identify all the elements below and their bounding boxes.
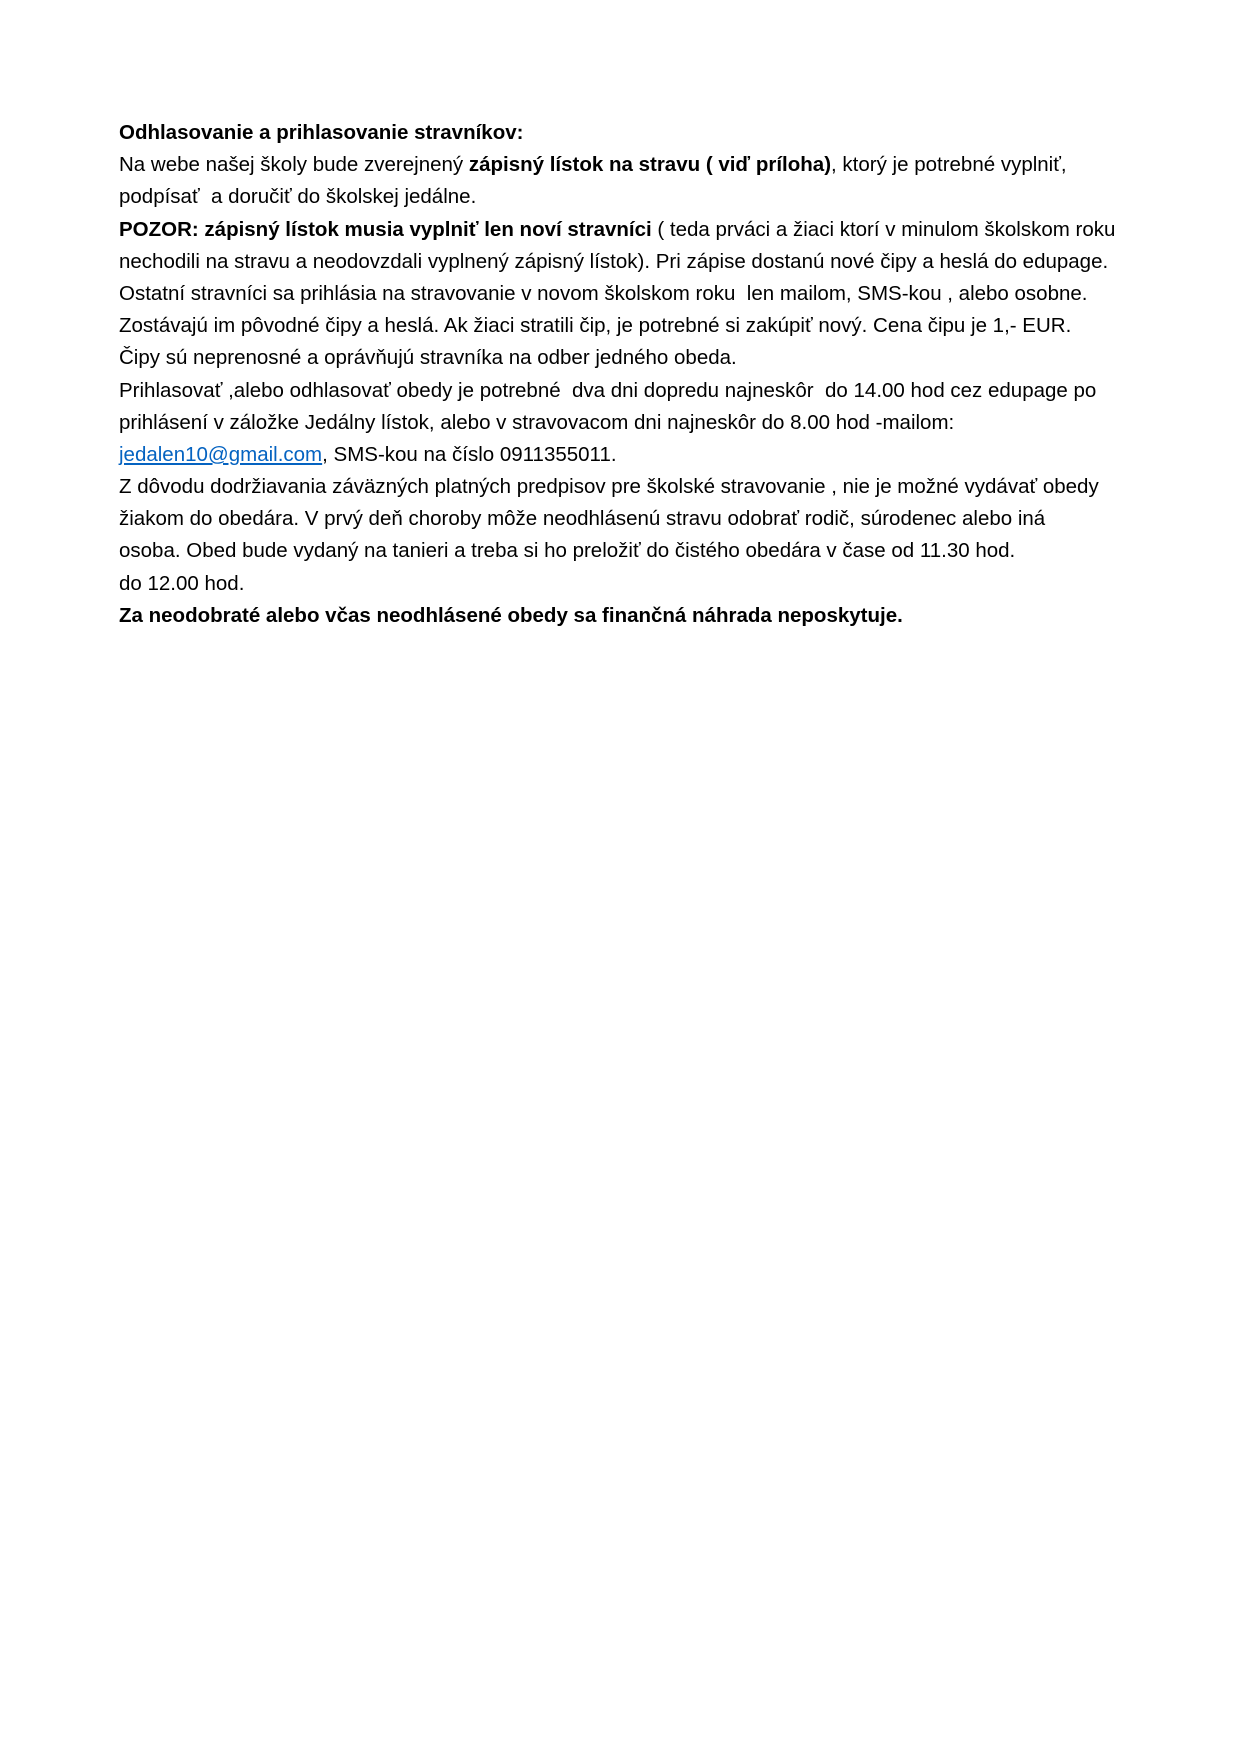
email-link[interactable]: jedalen10@gmail.com (119, 442, 323, 466)
paragraph-line (119, 149, 1129, 181)
bold-text: zápisný lístok na stravu ( viď príloha) (468, 153, 832, 177)
paragraph-line: Ostatní stravníci sa prihlásia na stravovanie v novom školskom roku len mailom, SMS-kou , alebo osobne. (119, 281, 1088, 305)
paragraph-line: Prihlasovať ,alebo odhlasovať obedy je potrebné dva dni dopredu najneskôr do 14.00 hod cez edupage po (119, 378, 1097, 402)
text-span: ( teda prváci a žiaci ktorí v minulom školskom roku (651, 217, 1116, 241)
document-body (119, 117, 1129, 632)
paragraph-line (119, 439, 1129, 471)
closing-statement: Za neodobraté alebo včas neodhlásené obedy sa finančná náhrada neposkytuje. (119, 603, 903, 627)
paragraph-line: nechodili na stravu a neodovzdali vyplnený zápisný lístok). Pri zápise dostanú nové čipy a heslá do edupage. (119, 249, 1109, 273)
paragraph-line: do 12.00 hod. (119, 571, 245, 595)
paragraph-line: Z dôvodu dodržiavania záväzných platných predpisov pre školské stravovanie , nie je možné vydávať obedy (119, 475, 1099, 499)
document-heading: Odhlasovanie a prihlasovanie stravníkov: (119, 121, 524, 144)
text-span: , ktorý je potrebné vyplniť, (831, 153, 1067, 177)
paragraph-line: žiakom do obedára. V prvý deň choroby môže neodhlásenú stravu odobrať rodič, súrodenec alebo iná (119, 507, 1046, 531)
paragraph-line: Zostávajú im pôvodné čipy a heslá. Ak žiaci stratili čip, je potrebné si zakúpiť nový. Cena čipu je 1,- EUR. (119, 314, 1072, 338)
text-span: Na webe našej školy bude zverejnený (119, 153, 469, 177)
paragraph-line: Čipy sú neprenosné a oprávňujú stravníka na odber jedného obeda. (119, 346, 737, 370)
paragraph-line: osoba. Obed bude vydaný na tanieri a treba si ho preložiť do čistého obedára v čase od 11.30 hod. (119, 539, 1016, 563)
paragraph-line (119, 214, 1129, 246)
paragraph-line: prihlásení v záložke Jedálny lístok, alebo v stravovacom dni najneskôr do 8.00 hod -mailom: (119, 410, 955, 434)
warning-bold-text: POZOR: zápisný lístok musia vyplniť len noví stravníci (119, 217, 652, 241)
text-span: , SMS-kou na číslo 0911355011. (322, 442, 617, 466)
paragraph-line: podpísať a doručiť do školskej jedálne. (119, 185, 477, 209)
